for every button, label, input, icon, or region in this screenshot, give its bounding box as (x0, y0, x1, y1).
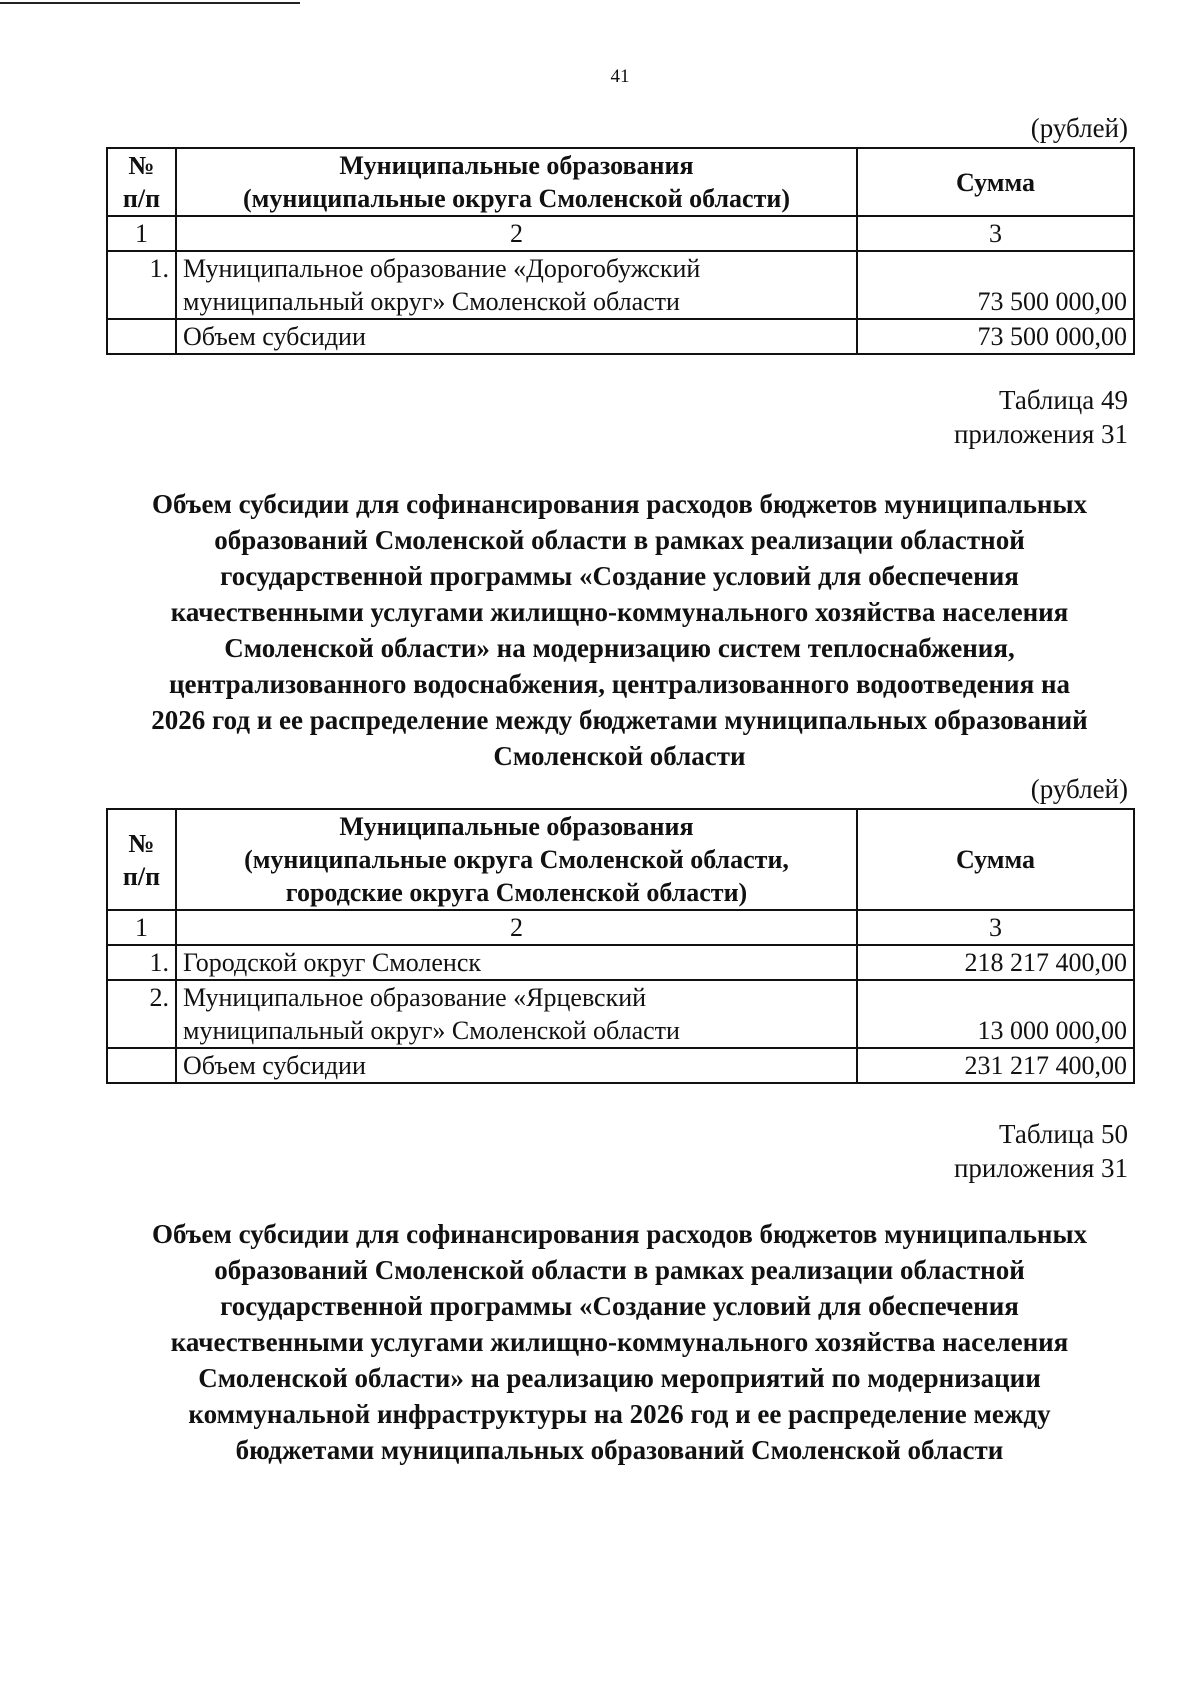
column-number-row (107, 910, 1134, 945)
top-table-unit: (рублей) (1030, 113, 1128, 143)
total-row (107, 1048, 1134, 1083)
top-subsidy-table (106, 147, 1135, 355)
header-row (107, 148, 1134, 216)
row-number: 1. (107, 251, 176, 319)
total-num (107, 319, 176, 354)
header-name: Муниципальные образования (муниципальные округа Смоленской области, городские округа Смоленской области) (176, 809, 857, 910)
table50-ref: Таблица 50 приложения 31 (953, 1119, 1128, 1183)
table-row (107, 251, 1134, 319)
column-number: 1 (107, 910, 176, 945)
table-row (107, 980, 1134, 1048)
table49-subsidy-table (106, 808, 1135, 1084)
row-sum: 13 000 000,00 (857, 980, 1134, 1048)
header-sum: Сумма (857, 148, 1134, 216)
column-number: 2 (176, 216, 857, 251)
row-name: Муниципальное образование «Дорогобужский муниципальный округ» Смоленской области (176, 251, 857, 319)
column-number-row (107, 216, 1134, 251)
total-sum: 231 217 400,00 (857, 1048, 1134, 1083)
table49-unit: (рублей) (1030, 774, 1128, 804)
header-name: Муниципальные образования (муниципальные округа Смоленской области) (176, 148, 857, 216)
table50-heading: Объем субсидии для софинансирования расходов бюджетов муниципальных образований Смоленской области в рамках реализации областной государственной программы «Создание условий для обеспечения качественными услугами жилищно-коммунального хозяйства населения Смоленской области» на реализацию мероприятий по модернизации коммунальной инфраструктуры на 2026 год и ее распределение между бюджетами муниципальных образований Смоленской области (151, 1219, 1088, 1465)
row-number: 2. (107, 980, 176, 1048)
row-sum: 218 217 400,00 (857, 945, 1134, 980)
header-num: № п/п (107, 148, 176, 216)
header-num: № п/п (107, 809, 176, 910)
row-name: Муниципальное образование «Ярцевский муниципальный округ» Смоленской области (176, 980, 857, 1048)
total-num (107, 1048, 176, 1083)
table49-heading: Объем субсидии для софинансирования расходов бюджетов муниципальных образований Смоленской области в рамках реализации областной государственной программы «Создание условий для обеспечения качественными услугами жилищно-коммунального хозяйства населения Смоленской области» на модернизацию систем теплоснабжения, централизованного водоснабжения, централизованного водоотведения на 2026 год и ее распределение между бюджетами муниципальных образований Смоленской области (151, 489, 1088, 771)
column-number: 3 (857, 216, 1134, 251)
table49-ref: Таблица 49 приложения 31 (953, 385, 1128, 449)
total-label: Объем субсидии (176, 319, 857, 354)
header-sum: Сумма (857, 809, 1134, 910)
table-row (107, 945, 1134, 980)
row-sum: 73 500 000,00 (857, 251, 1134, 319)
column-number: 1 (107, 216, 176, 251)
top-rule (0, 2, 300, 4)
row-name: Городской округ Смоленск (176, 945, 857, 980)
page-number: 41 (610, 66, 630, 87)
column-number: 3 (857, 910, 1134, 945)
total-sum: 73 500 000,00 (857, 319, 1134, 354)
header-row (107, 809, 1134, 910)
total-row (107, 319, 1134, 354)
total-label: Объем субсидии (176, 1048, 857, 1083)
column-number: 2 (176, 910, 857, 945)
row-number: 1. (107, 945, 176, 980)
